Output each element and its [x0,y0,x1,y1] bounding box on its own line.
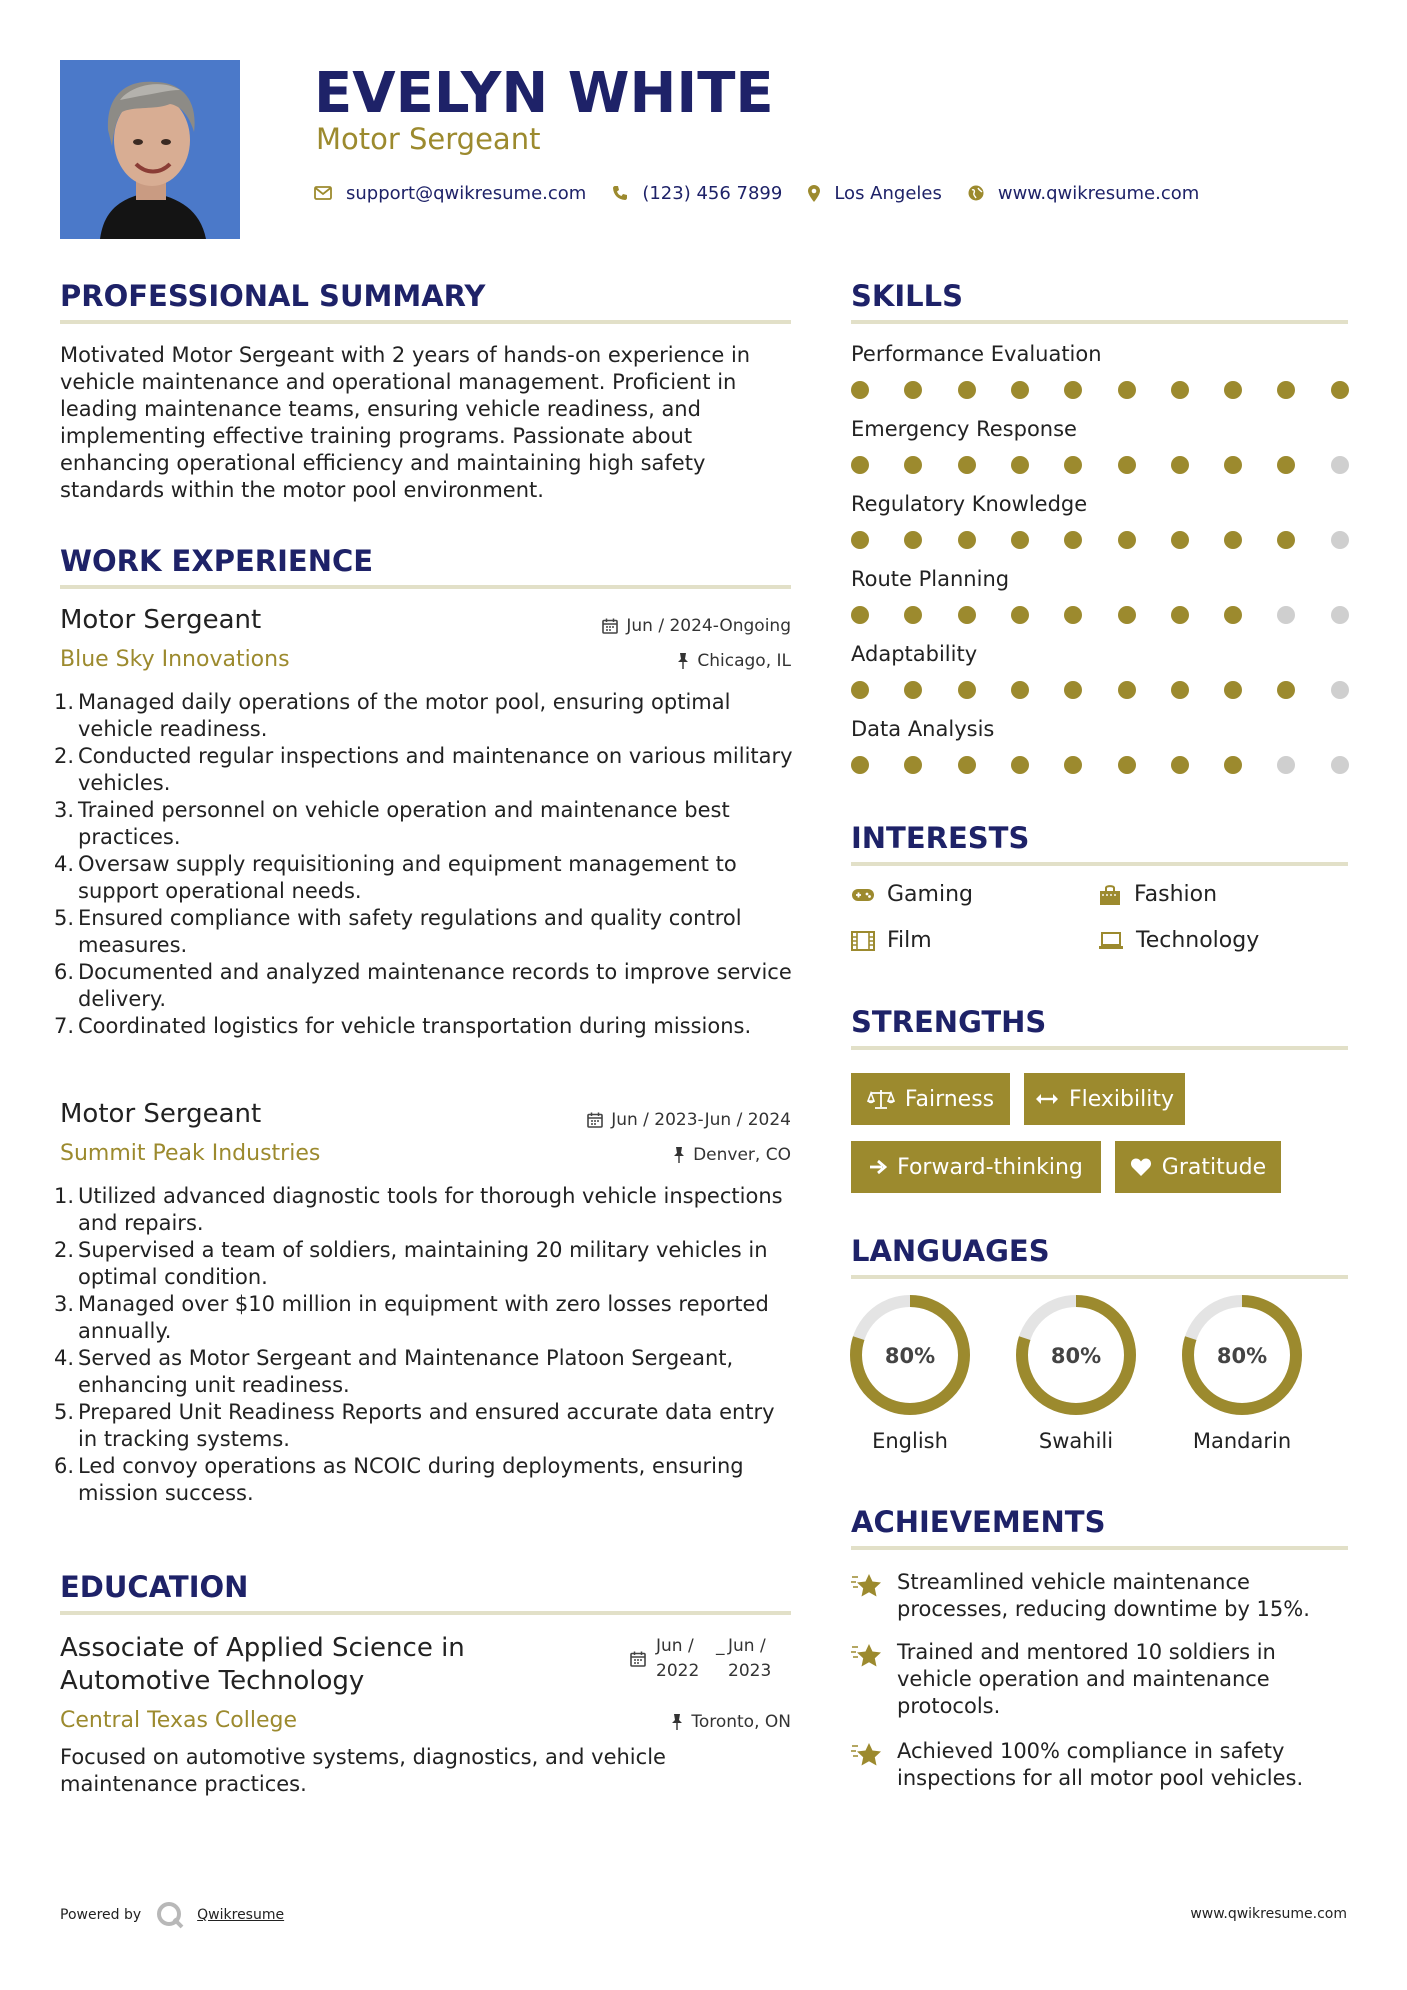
skill-dot [1171,681,1189,699]
contact-phone-text: (123) 456 7899 [642,182,783,204]
skill-dot [1011,531,1029,549]
job-duties-list [54,689,796,1040]
education-heading: EDUCATION [60,1570,249,1604]
heart-icon [1130,1157,1152,1177]
strength-label: Gratitude [1161,1154,1267,1180]
duty-text: Conducted regular inspections and maintenance on various military vehicles. [78,744,793,795]
strength-label: Forward-thinking [897,1154,1083,1180]
duty-text: Managed daily operations of the motor pool, ensuring optimal vehicle readiness. [78,690,731,741]
skill-dot [1118,381,1136,399]
education-description: Focused on automotive systems, diagnostics, and vehicle maintenance practices. [60,1745,666,1796]
experience-heading: WORK EXPERIENCE [60,544,374,578]
list-item: 1. Utilized advanced diagnostic tools for thorough vehicle inspections and repairs. [54,1184,783,1235]
skill-dot [958,381,976,399]
achievements-rule [851,1546,1348,1550]
skill-name: Data Analysis [851,717,995,741]
skill-name: Adaptability [851,642,978,666]
skill-item [851,492,1348,516]
achievement-text: Streamlined vehicle maintenance processes, reducing downtime by 15%. [897,1570,1310,1621]
duty-text: Prepared Unit Readiness Reports and ensured accurate data entry in tracking systems. [78,1400,775,1451]
duty-text: Ensured compliance with safety regulations and quality control measures. [78,906,742,957]
skill-dot [1224,606,1242,624]
skill-dot [1277,381,1295,399]
skill-dot [904,756,922,774]
skill-rating-dots [851,681,1349,699]
skill-dot [1011,606,1029,624]
skill-dot [1171,756,1189,774]
language-item [1014,1293,1138,1453]
qwikresume-logo-icon [155,1900,185,1930]
skill-dot [1118,531,1136,549]
star-medal-icon [851,1643,883,1669]
education-rule [60,1611,791,1615]
skill-dot [851,606,869,624]
skill-dot [1064,381,1082,399]
skill-dot [851,756,869,774]
skill-dot [851,456,869,474]
contact-bar [314,178,1225,208]
job-location-text: Denver, CO [693,1145,791,1165]
interests-rule [851,862,1348,866]
list-item: 3. Managed over $10 million in equipment with zero losses reported annually. [54,1292,769,1343]
skill-dot [1224,756,1242,774]
skill-dot [958,756,976,774]
contact-email-text: support@qwikresume.com [346,182,587,204]
language-item [1180,1293,1304,1453]
star-medal-icon [851,1573,883,1599]
skill-dot [1277,606,1295,624]
experience-rule [60,585,791,589]
skill-dot [1064,606,1082,624]
contact-phone[interactable] [612,183,782,204]
skill-dot [958,456,976,474]
laptop-icon [1098,932,1124,950]
skill-dot [1064,756,1082,774]
skill-dot [1118,606,1136,624]
skill-dot [904,456,922,474]
duty-text: Trained personnel on vehicle operation and maintenance best practices. [78,798,730,849]
skill-dot [1331,381,1349,399]
achievement-text: Trained and mentored 10 soldiers in vehicle operation and maintenance protocols. [897,1640,1276,1718]
powered-by-text: Powered by [60,1907,142,1923]
interests-heading: INTERESTS [851,821,1030,855]
footer-website[interactable]: www.qwikresume.com [1190,1906,1347,1922]
language-name: English [872,1429,948,1453]
summary-heading: PROFESSIONAL SUMMARY [60,279,486,313]
skill-name: Route Planning [851,567,1010,591]
contact-website[interactable] [968,183,1199,204]
summary-text: Motivated Motor Sergeant with 2 years of hands-on experience in vehicle maintenance and operational management. Proficient in leading maintenance teams, ensuring vehicle readiness, and implementing effective training programs. Passionate about enhancing operational efficiency and maintaining high safety standards within the motor pool environment. [60,343,751,502]
skill-dot [904,381,922,399]
skill-item [851,567,1348,591]
skill-item [851,342,1348,366]
job-location [677,651,791,671]
profile-photo [60,60,240,239]
interest-item [851,928,932,953]
contact-location [808,183,942,204]
school-location-text: Toronto, ON [691,1712,791,1732]
contact-email[interactable] [314,183,586,204]
job-dates-text: Jun / 2024-Ongoing [626,616,791,636]
skill-dot [1064,456,1082,474]
summary-rule [60,320,791,324]
strengths-heading: STRENGTHS [851,1005,1047,1039]
list-item: 4. Oversaw supply requisitioning and equipment management to support operational needs. [54,852,737,903]
skill-dot [1224,681,1242,699]
interest-item [1098,882,1217,907]
skill-dot [1277,456,1295,474]
list-item: 6. Led convoy operations as NCOIC during deployments, ensuring mission success. [54,1454,744,1505]
skill-dot [1011,456,1029,474]
degree-title [60,1632,620,1698]
strengths-rule [851,1046,1348,1050]
interest-item [851,882,973,907]
skill-dot [958,681,976,699]
duty-text: Documented and analyzed maintenance records to improve service delivery. [78,960,792,1011]
duty-text: Utilized advanced diagnostic tools for thorough vehicle inspections and repairs. [78,1184,783,1235]
balance-scale-icon [867,1089,895,1109]
job-location-text: Chicago, IL [697,651,791,671]
language-item [848,1293,972,1453]
skill-dot [1331,681,1349,699]
list-item: 5. Prepared Unit Readiness Reports and ensured accurate data entry in tracking systems. [54,1400,775,1451]
skill-dot [904,531,922,549]
language-progress-ring [1014,1293,1138,1417]
candidate-title: Motor Sergeant [316,122,541,156]
skill-dot [1011,381,1029,399]
degree-line: Associate of Applied Science in [60,1633,465,1663]
skill-dot [904,606,922,624]
pushpin-icon [677,653,689,669]
skill-dot [1171,456,1189,474]
skill-dot [1331,456,1349,474]
skill-dot [1331,756,1349,774]
job-duties-list [54,1183,796,1507]
achievement-text: Achieved 100% compliance in safety inspections for all motor pool vehicles. [897,1739,1304,1790]
interest-label: Film [887,928,932,953]
duty-text: Coordinated logistics for vehicle transportation during missions. [78,1014,752,1038]
contact-website-text: www.qwikresume.com [997,182,1200,204]
interest-label: Gaming [887,882,973,907]
skill-dot [1224,456,1242,474]
skill-dot [1277,756,1295,774]
degree-line: Automotive Technology [60,1666,365,1696]
duty-text: Supervised a team of soldiers, maintaining 20 military vehicles in optimal condition. [78,1238,768,1289]
skills-heading: SKILLS [851,279,963,313]
skill-item [851,717,1348,741]
education-start-date [656,1634,699,1684]
skill-rating-dots [851,456,1349,474]
skill-rating-dots [851,381,1349,399]
skill-dot [1277,681,1295,699]
strength-badge [1115,1141,1281,1193]
skill-dot [1331,606,1349,624]
footer-branding [60,1900,284,1930]
interest-item [1098,928,1259,953]
film-icon [851,931,875,951]
calendar-icon [587,1112,603,1128]
skill-dot [958,531,976,549]
gamepad-icon [851,887,875,903]
skill-item [851,642,1348,666]
skill-dot [904,681,922,699]
languages-rule [851,1275,1348,1279]
achievements-heading: ACHIEVEMENTS [851,1505,1106,1539]
company-name: Blue Sky Innovations [60,647,290,672]
list-item: 3. Trained personnel on vehicle operation and maintenance best practices. [54,798,730,849]
education-end-date [728,1634,771,1684]
skill-rating-dots [851,606,1349,624]
list-item: 1. Managed daily operations of the motor pool, ensuring optimal vehicle readiness. [54,690,731,741]
strength-badge [851,1141,1101,1193]
skill-dot [851,381,869,399]
language-name: Mandarin [1192,1429,1292,1453]
list-item: 7. Coordinated logistics for vehicle transportation during missions. [54,1014,752,1038]
interest-label: Fashion [1134,882,1218,907]
list-item: 2. Conducted regular inspections and maintenance on various military vehicles. [54,744,793,795]
list-item: 4. Served as Motor Sergeant and Maintenance Platoon Sergeant, enhancing unit readiness. [54,1346,734,1397]
skill-dot [1171,531,1189,549]
pushpin-icon [673,1147,685,1163]
skill-dot [1224,531,1242,549]
date-part: 2023 [728,1661,772,1681]
date-part: Jun / [656,1636,694,1656]
envelope-icon [314,186,332,200]
skill-dot [1277,531,1295,549]
skill-dot [1011,756,1029,774]
interest-label: Technology [1136,928,1260,953]
job-title: Motor Sergeant [60,605,262,635]
languages-heading: LANGUAGES [851,1234,1050,1268]
skill-dot [1011,681,1029,699]
map-pin-icon [808,185,820,202]
qwikresume-link[interactable]: Qwikresume [197,1907,285,1923]
list-item: 2. Supervised a team of soldiers, maintaining 20 military vehicles in optimal condition. [54,1238,768,1289]
job-location [673,1145,791,1165]
language-progress-ring [848,1293,972,1417]
language-percent: 80% [1050,1344,1102,1368]
skill-rating-dots [851,531,1349,549]
company-name: Summit Peak Industries [60,1141,321,1166]
skill-dot [1064,681,1082,699]
strength-badge [1024,1073,1185,1125]
strength-label: Fairness [904,1086,995,1112]
skill-item [851,417,1348,441]
date-part: 2022 [656,1661,700,1681]
skill-dot [1171,381,1189,399]
skill-dot [1118,681,1136,699]
skill-dot [1064,531,1082,549]
calendar-icon [630,1651,646,1671]
pushpin-icon [671,1714,683,1730]
achievement-item [851,1639,1348,1720]
language-percent: 80% [884,1344,936,1368]
duty-text: Oversaw supply requisitioning and equipment management to support operational needs. [78,852,737,903]
job-dates-text: Jun / 2023-Jun / 2024 [611,1110,791,1130]
skill-dot [958,606,976,624]
phone-icon [612,185,628,201]
skill-name: Regulatory Knowledge [851,492,1088,516]
skill-rating-dots [851,756,1349,774]
language-name: Swahili [1038,1429,1114,1453]
job-title: Motor Sergeant [60,1099,262,1129]
duty-text: Served as Motor Sergeant and Maintenance Platoon Sergeant, enhancing unit readiness. [78,1346,734,1397]
skill-dot [1331,531,1349,549]
candidate-name: EVELYN WHITE [314,61,774,126]
skill-dot [1224,381,1242,399]
portrait-image [60,60,240,239]
strength-label: Flexibility [1069,1086,1174,1112]
skill-name: Performance Evaluation [851,342,1102,366]
duty-text: Led convoy operations as NCOIC during deployments, ensuring mission success. [78,1454,744,1505]
skill-dot [1171,606,1189,624]
star-medal-icon [851,1742,883,1768]
language-percent: 80% [1216,1344,1268,1368]
language-progress-ring [1180,1293,1304,1417]
date-separator: _ [716,1636,725,1656]
achievement-item [851,1738,1348,1792]
skill-dot [1118,756,1136,774]
date-part: Jun / [728,1636,766,1656]
contact-location-text: Los Angeles [834,182,942,204]
globe-icon [968,185,984,201]
skill-dot [1118,456,1136,474]
shopping-bag-icon [1098,884,1122,906]
calendar-icon [602,618,618,634]
skill-dot [851,681,869,699]
list-item: 5. Ensured compliance with safety regulations and quality control measures. [54,906,742,957]
duty-text: Managed over $10 million in equipment with zero losses reported annually. [78,1292,769,1343]
arrow-right-icon [869,1159,887,1175]
skill-name: Emergency Response [851,417,1077,441]
job-dates [602,616,791,636]
school-location [671,1712,791,1732]
skills-rule [851,320,1348,324]
achievement-item [851,1569,1348,1623]
school-name: Central Texas College [60,1708,297,1733]
job-dates [587,1110,791,1130]
skill-dot [851,531,869,549]
list-item: 6. Documented and analyzed maintenance records to improve service delivery. [54,960,792,1011]
arrows-horizontal-icon [1035,1092,1059,1106]
strength-badge [851,1073,1010,1125]
